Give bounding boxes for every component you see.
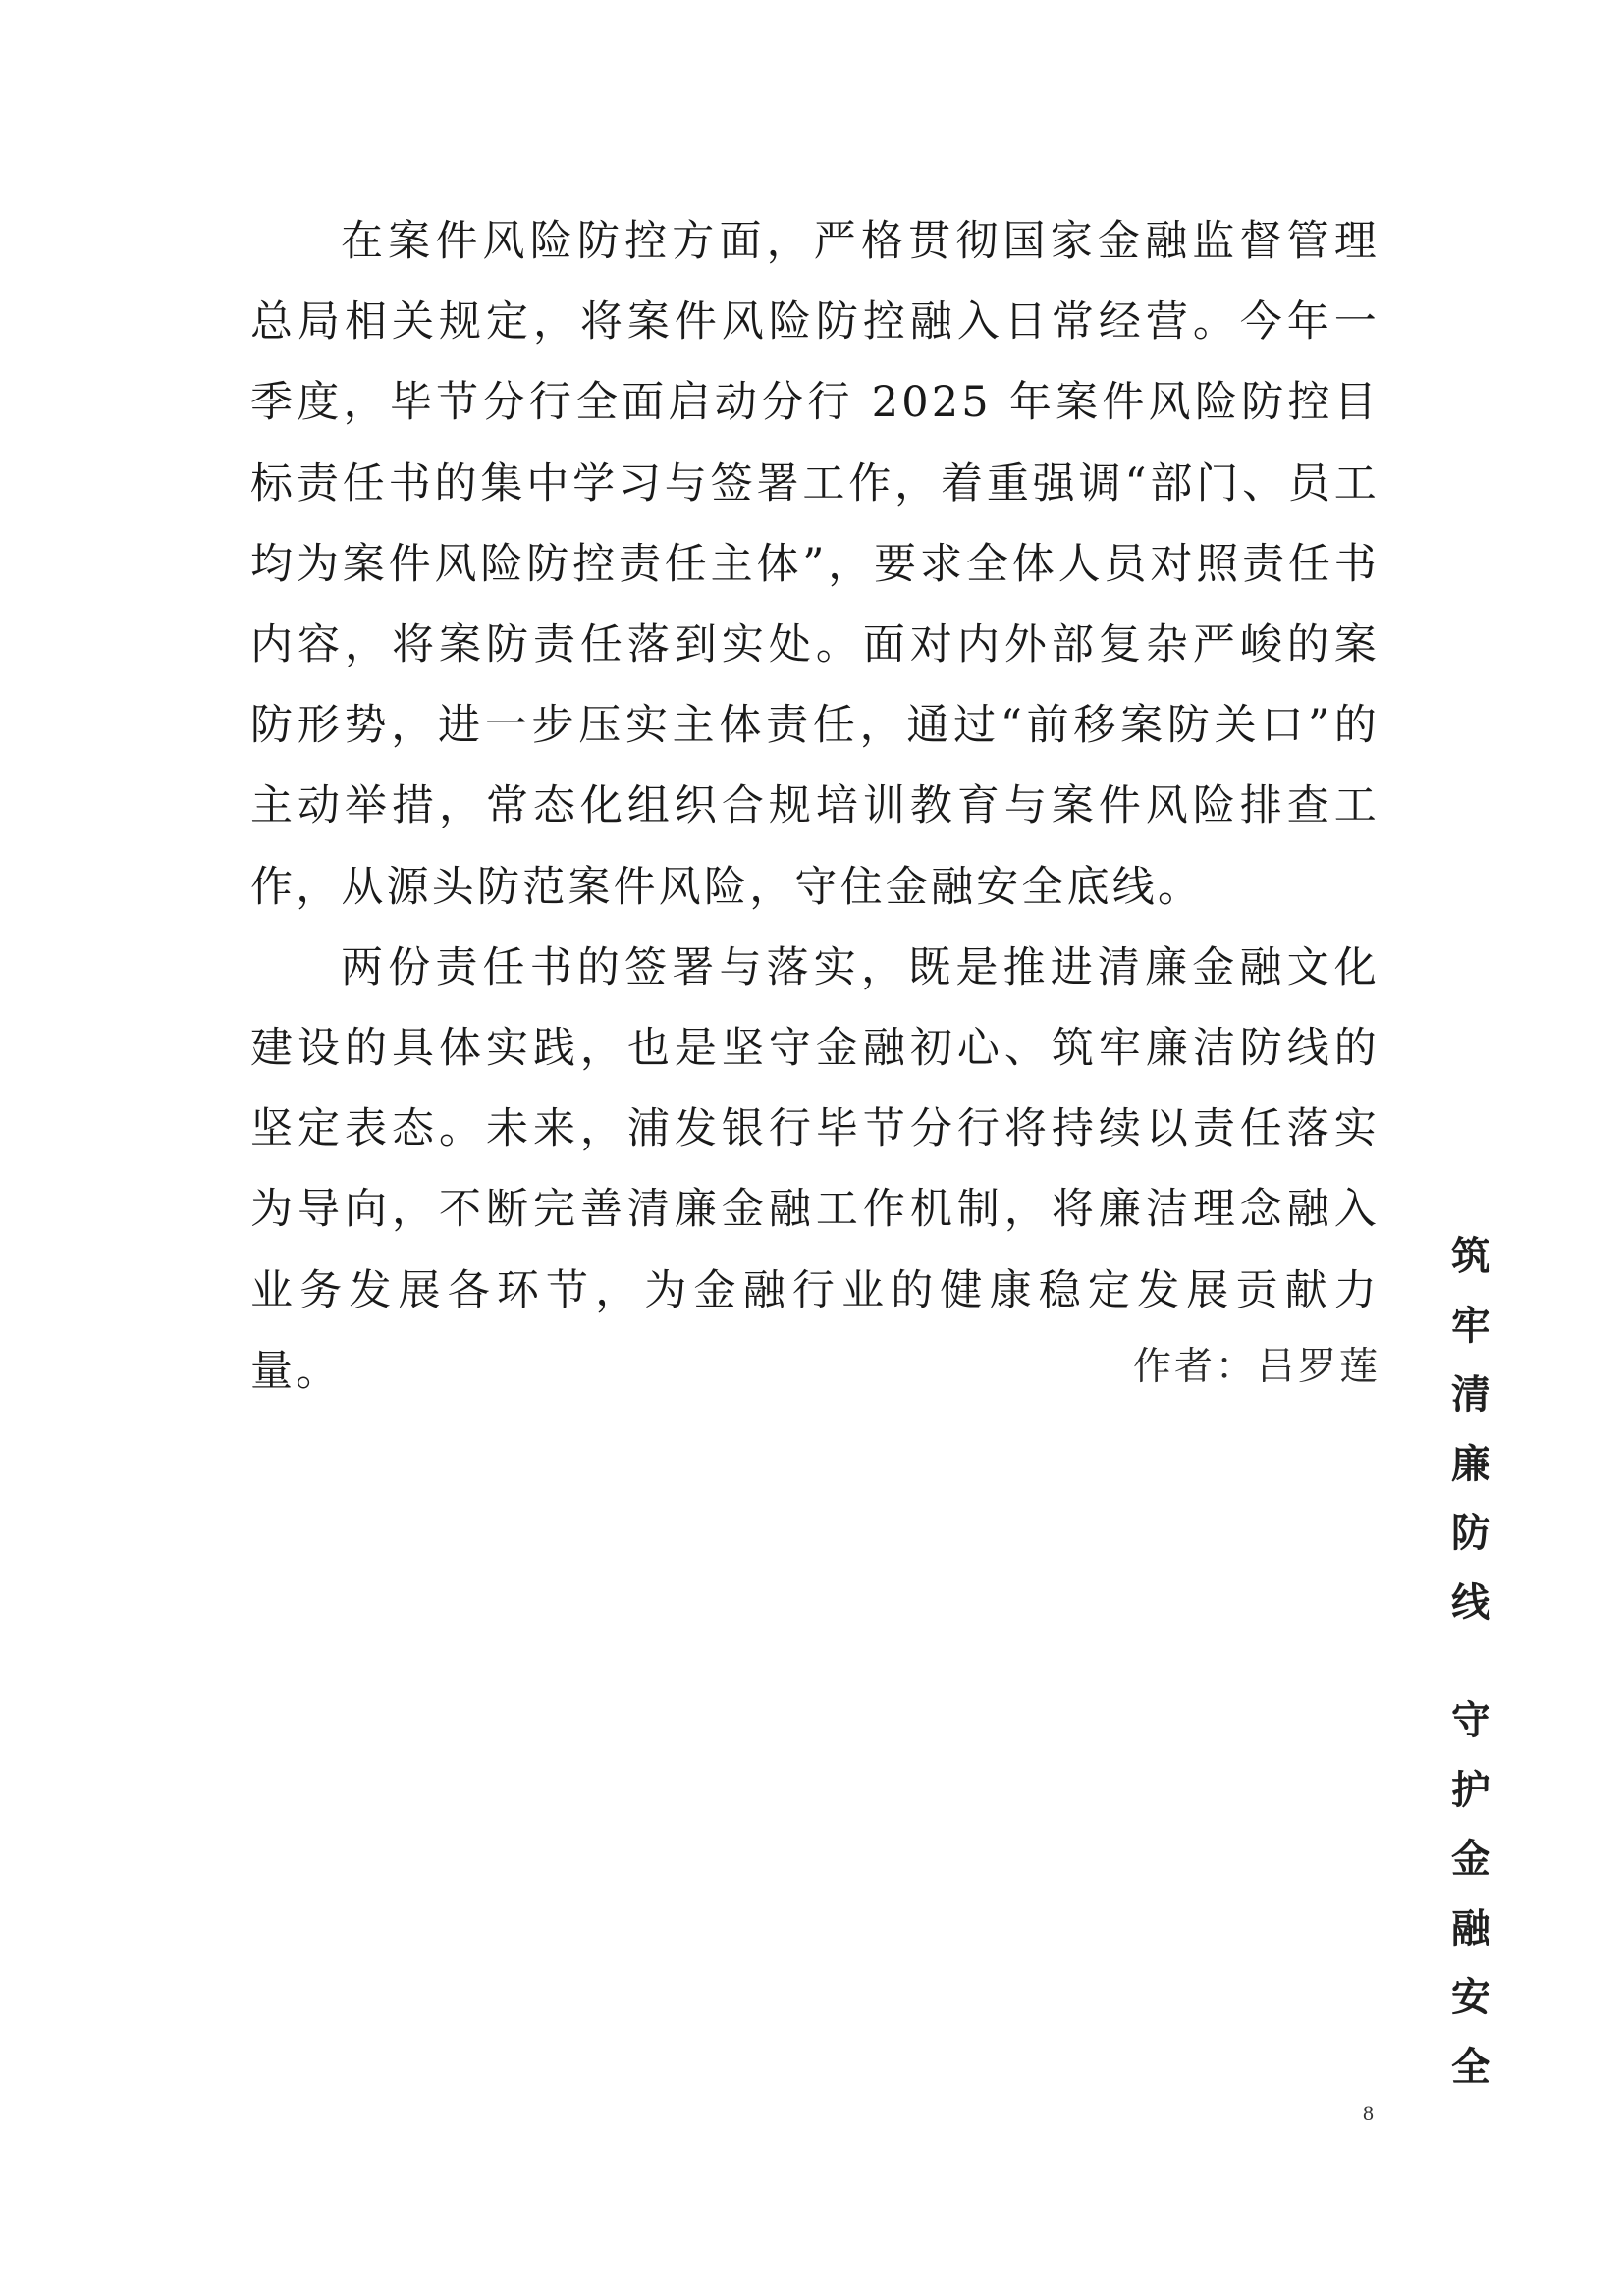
slogan-char: 筑 <box>1451 1233 1490 1279</box>
slogan-char: 全 <box>1451 2043 1490 2090</box>
slogan-char: 线 <box>1451 1578 1490 1626</box>
vertical-slogan-integrity <box>1441 1222 1500 1637</box>
slogan-char: 融 <box>1451 1904 1490 1951</box>
slogan-char: 廉 <box>1451 1440 1490 1487</box>
paragraph-responsibility-summary: 两份责任书的签署与落实，既是推进清廉金融文化建设的具体实践，也是坚守金融初心、筑牢廉洁防线的坚定表态。未来，浦发银行毕节分行将持续以责任落实为导向，不断完善清廉金融工作机制，将廉洁理念融入业务发展各环节，为金融行业的健康稳定发展贡献力量。 <box>250 942 1380 1396</box>
author-line: 作者：吕罗莲 <box>1132 1345 1380 1389</box>
slogan-char: 金 <box>1451 1836 1490 1882</box>
slogan-char: 防 <box>1451 1510 1490 1556</box>
slogan-char: 清 <box>1451 1371 1490 1417</box>
slogan-char: 牢 <box>1451 1302 1490 1349</box>
vertical-slogan-financial-safety <box>1441 1686 1500 2102</box>
article-body <box>250 201 1380 1412</box>
page-number: 8 <box>1363 2101 1374 2125</box>
slogan-char: 守 <box>1451 1697 1490 1743</box>
slogan-char: 安 <box>1451 1974 1490 2020</box>
slogan-char: 护 <box>1451 1766 1490 1813</box>
paragraph-case-risk-control: 在案件风险防控方面，严格贯彻国家金融监督管理总局相关规定，将案件风险防控融入日常经营。今年一季度，毕节分行全面启动分行 2025 年案件风险防控目标责任书的集中学习与签署工作，着重强调“部门、员工均为案件风险防控责任主体”，要求全体人员对照责任书内容，将案防责任落到实处。面对内外部复杂严峻的案防形势，进一步压实主体责任，通过“前移案防关口”的主动举措，常态化组织合规培训教育与案件风险排查工作，从源头防范案件风险，守住金融安全底线。 <box>250 217 1380 912</box>
